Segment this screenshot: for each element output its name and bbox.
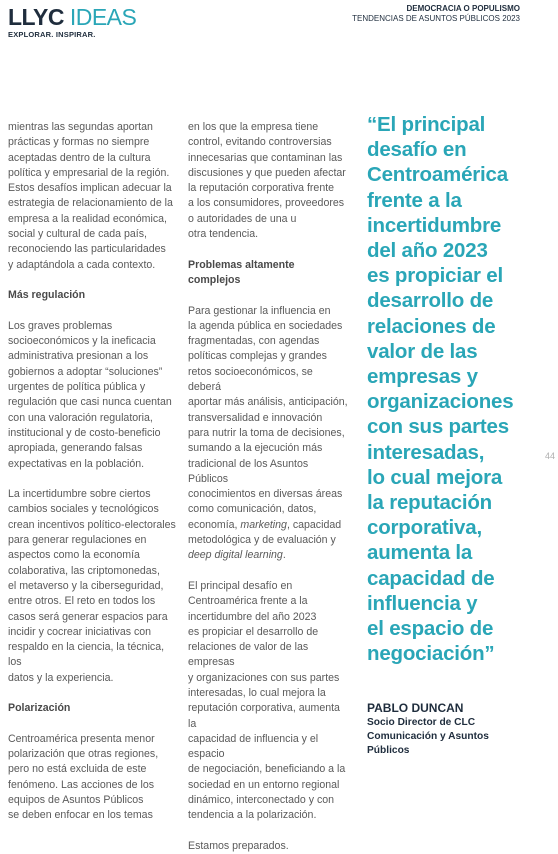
line: control, evitando controversias <box>188 136 332 149</box>
line: casos será generar espacios para <box>8 610 168 623</box>
subheading-polarizacion: Polarización <box>8 702 71 715</box>
line: aspectos como la economía <box>8 549 140 562</box>
line: retos socioeconómicos, se deberá <box>188 365 313 394</box>
paragraph <box>8 319 176 472</box>
line: políticas complejas y grandes <box>188 350 327 363</box>
line: con una valoración regulatoria, <box>8 411 153 424</box>
line: para generar regulaciones en <box>8 534 147 547</box>
line: capacidad de influencia y el espacio <box>188 732 319 761</box>
line: y adaptándola a cada contexto. <box>8 258 156 271</box>
line: empresa a la realidad económica, <box>8 212 167 225</box>
quote-line: influencia y <box>367 591 478 615</box>
running-header <box>352 4 520 24</box>
paragraph <box>8 732 176 824</box>
quote-line: valor de las <box>367 339 478 363</box>
quote-line: organizaciones <box>367 390 514 414</box>
quote-line: interesadas, <box>367 440 485 464</box>
logo-wordmark <box>8 4 136 30</box>
quote-line: el espacio de <box>367 617 494 641</box>
paragraph <box>188 120 348 242</box>
line: discusiones y que pueden afectar <box>188 166 346 179</box>
line: aportar más análisis, anticipación, <box>188 396 348 409</box>
logo-tagline: EXPLORAR. INSPIRAR. <box>8 30 96 39</box>
author-role-line: Socio Director de CLC <box>367 717 476 728</box>
line: colaborativa, las criptomonedas, <box>8 564 160 577</box>
paragraph <box>8 487 176 686</box>
line: aceptadas dentro de la cultura <box>8 151 151 164</box>
line: crean incentivos político-electorales <box>8 518 176 531</box>
line: sociedad en un entorno regional <box>188 778 340 791</box>
quote-line: del año 2023 <box>367 239 488 263</box>
text-column-1 <box>8 120 176 824</box>
paragraph <box>188 579 348 824</box>
line: metodológica y de evaluación y <box>188 534 336 547</box>
line: Estos desafíos implican adecuar la <box>8 182 172 195</box>
text-column-2 <box>188 120 348 854</box>
quote-line: capacidad de <box>367 566 495 590</box>
line: pero no está excluida de este <box>8 763 147 776</box>
brand-logo <box>8 4 136 39</box>
line: innecesarias que contaminan las <box>188 151 343 164</box>
subheading-problemas-complejos: Problemas altamente complejos <box>188 258 295 286</box>
quote-line: incertidumbre <box>367 213 502 237</box>
line: fragmentadas, con agendas <box>188 335 320 348</box>
line: Centroamérica presenta menor <box>8 732 155 745</box>
line: Centroamérica frente a la <box>188 595 308 608</box>
text-run: . <box>282 549 286 562</box>
line: reconociendo las particularidades <box>8 243 166 256</box>
line: equipos de Asuntos Públicos <box>8 794 144 807</box>
line: Los graves problemas <box>8 319 113 332</box>
line <box>188 549 286 561</box>
quote-line: Centroamérica <box>367 163 508 187</box>
quote-line: relaciones de <box>367 314 496 338</box>
line: La incertidumbre sobre ciertos <box>8 488 151 501</box>
line: es propiciar el desarrollo de <box>188 625 319 638</box>
quote-line: la reputación <box>367 491 492 515</box>
line: política y empresarial de la región. <box>8 166 170 179</box>
line: a los consumidores, proveedores <box>188 197 345 210</box>
line: sumando a la ejecución más <box>188 442 323 455</box>
header-title: DEMOCRACIA O POPULISMO <box>406 4 520 13</box>
line: fenómeno. Las acciones de los <box>8 778 155 791</box>
line: tradicional de los Asuntos Públicos <box>188 457 309 485</box>
line: regulación que casi nunca cuentan <box>8 396 172 409</box>
line: dinámico, interconectado y con <box>188 794 335 807</box>
line: respaldo en la ciencia, la técnica, los <box>8 641 165 669</box>
line: administrativa presionan a los <box>8 350 149 363</box>
line: prácticas y formas no siempre <box>8 136 150 149</box>
line: mientras las segundas aportan <box>8 121 153 133</box>
line: urgentes de política pública y <box>8 381 146 394</box>
line: como comunicación, datos, <box>188 503 317 516</box>
header-subtitle: TENDENCIAS DE ASUNTOS PÚBLICOS 2023 <box>352 14 520 23</box>
line: relaciones de valor de las empresas <box>188 641 309 669</box>
line: estrategia de relacionamiento de la <box>8 197 173 210</box>
author-role-line: Públicos <box>367 745 410 756</box>
line: interesadas, lo cual mejora la <box>188 686 326 699</box>
emphasis-marketing: marketing <box>240 518 287 531</box>
line: la reputación corporativa frente <box>188 182 335 195</box>
pull-quote <box>367 112 537 666</box>
line: incidir y cocrear iniciativas con <box>8 625 152 638</box>
page-number: 44 <box>545 451 556 461</box>
author-name: PABLO DUNCAN <box>367 701 464 715</box>
line: en los que la empresa tiene <box>188 121 319 133</box>
line: gobiernos a adoptar “soluciones” <box>8 365 163 378</box>
line: El principal desafío en <box>188 579 293 592</box>
line: social y cultural de cada país, <box>8 228 147 241</box>
line: Para gestionar la influencia en <box>188 304 331 317</box>
author-role-line: Comunicación y Asuntos <box>367 731 489 742</box>
line: se deben enfocar en los temas <box>8 809 153 822</box>
paragraph <box>8 120 176 273</box>
logo-ideas: IDEAS <box>69 4 137 30</box>
line: transversalidad e innovación <box>188 411 323 424</box>
quote-line: empresas y <box>367 365 478 389</box>
line: tendencia a la polarización. <box>188 809 317 822</box>
quote-line: es propiciar el <box>367 264 504 288</box>
text-run: economía, <box>188 518 241 531</box>
line: conocimientos en diversas áreas <box>188 488 343 501</box>
line: entre otros. El reto en todos los <box>8 595 156 608</box>
line: para nutrir la toma de decisiones, <box>188 426 345 439</box>
line: la agenda pública en sociedades <box>188 319 343 332</box>
quote-line: lo cual mejora <box>367 465 503 489</box>
closing-line: Estamos preparados. <box>188 839 289 852</box>
quote-line: negociación” <box>367 642 495 666</box>
line: de negociación, beneficiando a la <box>188 763 346 776</box>
text-run: , capacidad <box>286 518 342 531</box>
logo-llyc: LLYC <box>8 4 64 30</box>
quote-line: desafío en <box>367 138 467 162</box>
quote-author <box>367 700 537 758</box>
line: institucional y de costo-beneficio <box>8 426 161 439</box>
line: y organizaciones con sus partes <box>188 671 340 684</box>
line <box>188 519 341 531</box>
line: o autoridades de una u <box>188 212 297 225</box>
line: socioeconómicos y la ineficacia <box>8 335 156 348</box>
quote-line: aumenta la <box>367 541 473 565</box>
line: reputación corporativa, aumenta la <box>188 702 340 730</box>
line: expectativas en la población. <box>8 457 145 470</box>
line: cambios sociales y tecnológicos <box>8 503 159 516</box>
quote-line: desarrollo de <box>367 289 494 313</box>
line: apropiada, generando falsas <box>8 442 143 455</box>
line: datos y la experiencia. <box>8 671 114 684</box>
subheading-mas-regulacion: Más regulación <box>8 289 86 302</box>
line: otra tendencia. <box>188 228 259 241</box>
line: polarización que otras regiones, <box>8 748 159 761</box>
paragraph <box>188 304 348 564</box>
line: el metaverso y la ciberseguridad, <box>8 579 164 592</box>
line: incertidumbre del año 2023 <box>188 610 317 623</box>
quote-line: corporativa, <box>367 516 482 540</box>
quote-line: “El principal <box>367 113 486 136</box>
emphasis-deep-digital-learning: deep digital learning <box>188 549 283 562</box>
quote-line: frente a la <box>367 188 462 212</box>
quote-line: con sus partes <box>367 415 509 439</box>
